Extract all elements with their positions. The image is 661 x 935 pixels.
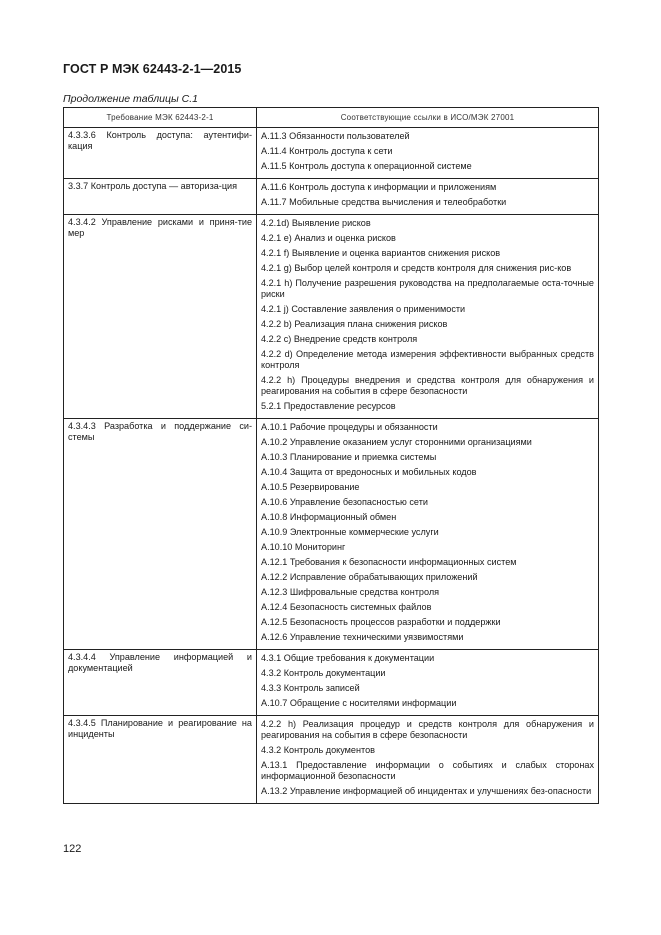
reference-item: 4.2.1 f) Выявление и оценка вариантов снижения рисков: [261, 248, 501, 258]
document-header: ГОСТ Р МЭК 62443-2-1—2015: [63, 62, 242, 76]
reference-item: А.13.1 Предоставление информации о событиях и слабых сторонах информационной безопасности: [261, 760, 594, 781]
table-row: [64, 716, 599, 804]
table-row: [64, 650, 599, 716]
table-header-row: [64, 108, 599, 128]
requirement-cell: 4.3.4.2 Управление рисками и приня-тие мер: [64, 215, 257, 419]
reference-item: А.10.10 Мониторинг: [261, 542, 346, 552]
reference-item: А.12.5 Безопасность процессов разработки и поддержки: [261, 617, 501, 627]
reference-item: 4.2.1 g) Выбор целей контроля и средств контроля для снижения рис-ков: [261, 263, 572, 273]
reference-item: 4.2.2 b) Реализация плана снижения рисков: [261, 319, 448, 329]
reference-item: 4.3.1 Общие требования к документации: [261, 653, 435, 663]
reference-item: 4.3.2 Контроль документов: [261, 745, 375, 755]
references-cell: [257, 419, 599, 650]
requirement-cell: 4.3.4.3 Разработка и поддержание си-стемы: [64, 419, 257, 650]
table-row: [64, 128, 599, 179]
table-row: [64, 179, 599, 215]
reference-item: 4.2.1 е) Анализ и оценка рисков: [261, 233, 396, 243]
reference-item: А.12.2 Исправление обрабатывающих приложений: [261, 572, 478, 582]
reference-item: 4.2.2 d) Определение метода измерения эффективности выбранных средств контроля: [261, 349, 594, 370]
reference-item: А.10.8 Информационный обмен: [261, 512, 397, 522]
references-cell: [257, 179, 599, 215]
reference-item: А.11.7 Мобильные средства вычисления и телеобработки: [261, 197, 507, 207]
references-cell: [257, 215, 599, 419]
reference-item: А.13.2 Управление информацией об инцидентах и улучшениях без-опасности: [261, 786, 592, 796]
reference-item: А.11.3 Обязанности пользователей: [261, 131, 410, 141]
reference-item: 4.2.2 h) Реализация процедур и средств контроля для обнаружения и реагирования на события в сфере безопасности: [261, 719, 594, 740]
reference-item: А.12.1 Требования к безопасности информационных систем: [261, 557, 517, 567]
reference-item: А.12.4 Безопасность системных файлов: [261, 602, 432, 612]
reference-item: 4.2.2 с) Внедрение средств контроля: [261, 334, 418, 344]
reference-item: 4.2.1 h) Получение разрешения руководства на предполагаемые оста-точные риски: [261, 278, 594, 299]
reference-item: А.10.4 Защита от вредоносных и мобильных кодов: [261, 467, 477, 477]
reference-item: 4.2.2 h) Процедуры внедрения и средства контроля для обнаружения и реагирования на события в сфере безопасности: [261, 375, 594, 396]
reference-item: А.10.3 Планирование и приемка системы: [261, 452, 437, 462]
column-header-references: Соответствующие ссылки в ИСО/МЭК 27001: [257, 108, 599, 128]
table-row: [64, 419, 599, 650]
reference-item: А.10.6 Управление безопасностью сети: [261, 497, 428, 507]
reference-item: А.10.9 Электронные коммерческие услуги: [261, 527, 439, 537]
reference-item: А.10.7 Обращение с носителями информации: [261, 698, 457, 708]
requirement-cell: 4.3.4.4 Управление информацией и документацией: [64, 650, 257, 716]
reference-item: 4.2.1d) Выявление рисков: [261, 218, 371, 228]
reference-item: А.10.1 Рабочие процедуры и обязанности: [261, 422, 438, 432]
reference-item: А.12.6 Управление техническими уязвимостями: [261, 632, 464, 642]
page-number: 122: [63, 843, 82, 855]
reference-item: 5.2.1 Предоставление ресурсов: [261, 401, 396, 411]
reference-item: А.10.5 Резервирование: [261, 482, 360, 492]
table-row: [64, 215, 599, 419]
reference-item: 4.2.1 j) Составление заявления о применимости: [261, 304, 466, 314]
requirement-cell: 4.3.4.5 Планирование и реагирование на инциденты: [64, 716, 257, 804]
references-cell: [257, 128, 599, 179]
references-cell: [257, 716, 599, 804]
column-header-requirement: Требование МЭК 62443-2-1: [64, 108, 257, 128]
references-cell: [257, 650, 599, 716]
reference-item: А.10.2 Управление оказанием услуг сторонними организациями: [261, 437, 532, 447]
reference-item: А.11.6 Контроль доступа к информации и приложениям: [261, 182, 497, 192]
reference-item: 4.3.3 Контроль записей: [261, 683, 360, 693]
mapping-table: [63, 107, 599, 804]
table-body: [64, 128, 599, 804]
requirement-cell: 3.3.7 Контроль доступа — авториза-ция: [64, 179, 257, 215]
table-caption: Продолжение таблицы С.1: [63, 93, 198, 105]
reference-item: 4.3.2 Контроль документации: [261, 668, 386, 678]
reference-item: А.11.5 Контроль доступа к операционной системе: [261, 161, 472, 171]
reference-item: А.12.3 Шифровальные средства контроля: [261, 587, 440, 597]
requirement-cell: 4.3.3.6 Контроль доступа: аутентифи-кация: [64, 128, 257, 179]
reference-item: А.11.4 Контроль доступа к сети: [261, 146, 393, 156]
